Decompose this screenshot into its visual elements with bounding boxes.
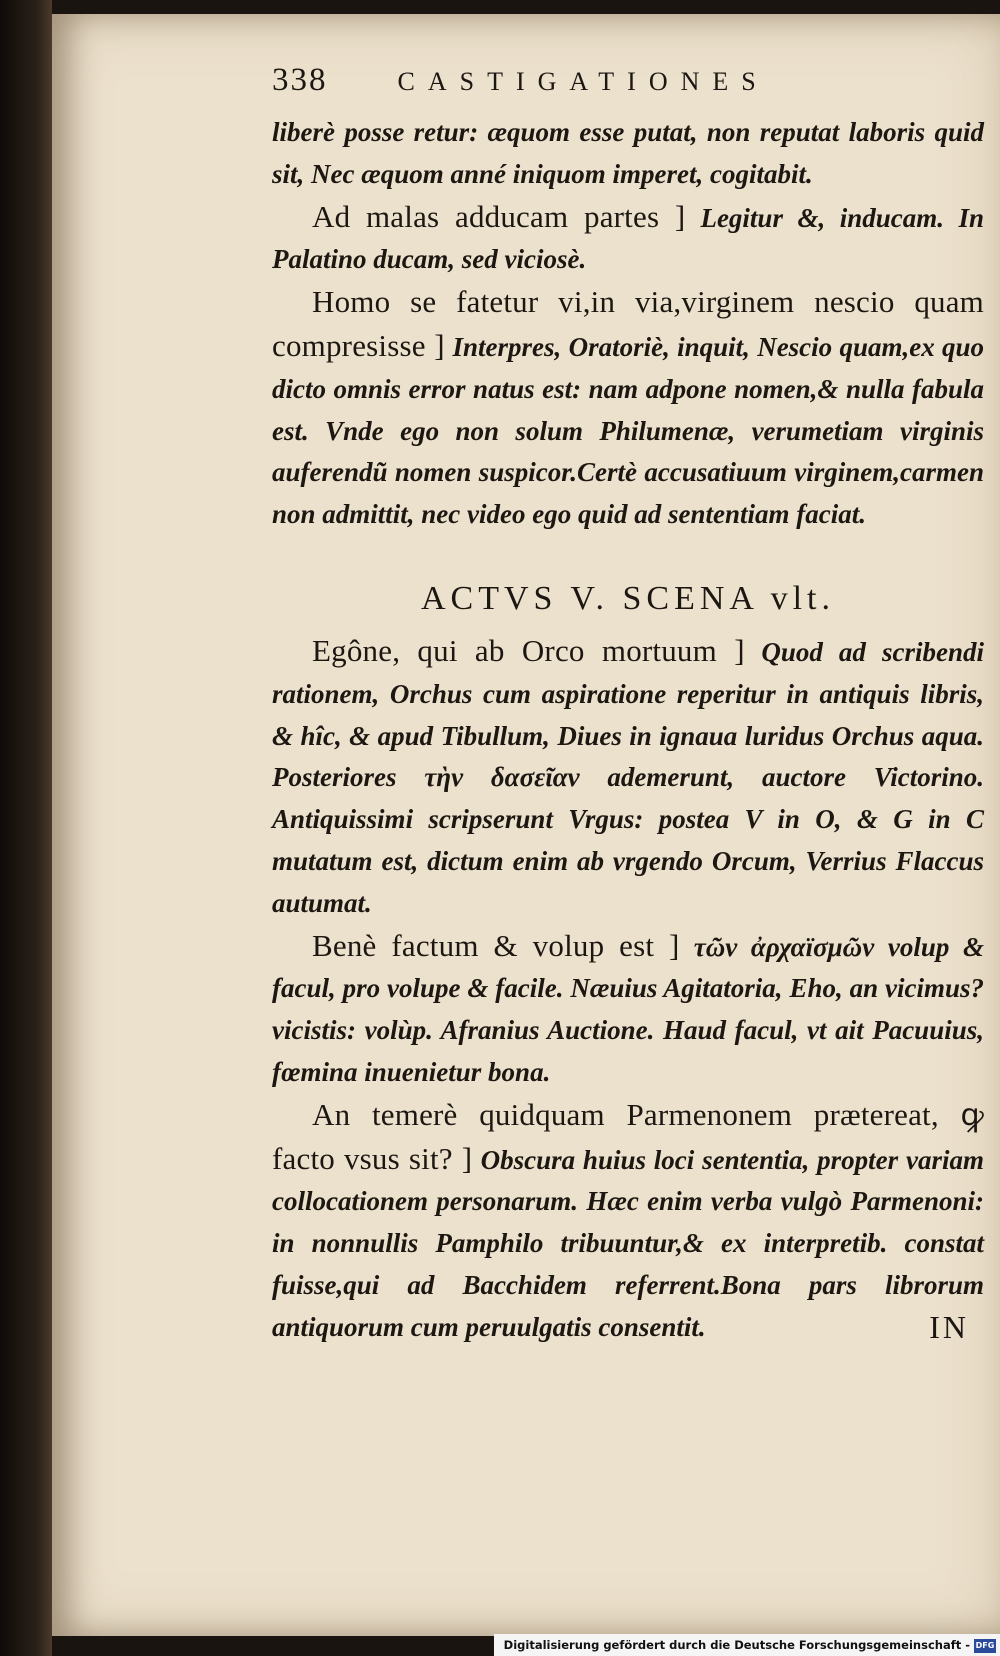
lemma: Egône, qui ab Orco mortuum ] bbox=[312, 632, 745, 668]
commentary: Obscura huius loci sententia, propter variam collocationem personarum. Hæc enim verba vulgò Parmenoni: in nonnullis Pamphilo tribuuntur,& ex interpretib. constat fuisse,qui ad Bacchidem referrent.Bona pars librorum antiquorum cum peruulgatis consentit. bbox=[272, 1144, 984, 1342]
credit-text: Digitalisierung gefördert durch die Deutsche Forschungsgemeinschaft - bbox=[503, 1638, 970, 1652]
lemma: Ad malas adducam partes ] bbox=[312, 198, 686, 234]
commentary: liberè posse retur: æquom esse putat, non reputat laboris quid sit, Nec æquom anné iniquom imperet, cogitabit. bbox=[272, 117, 984, 189]
lemma: An temerè quidquam Parmenonem prætereat, ꝙ facto vsus sit? ] bbox=[272, 1096, 984, 1176]
running-title: CASTIGATIONES bbox=[397, 67, 769, 96]
commentary: Interpres, Oratoriè, inquit, Nescio quam,ex quo dicto omnis error natus est: nam adpone nomen,& nulla fabula est. Vnde ego non solum Philumenæ, verumetiam virginis auferendũ nomen suspicor.Certè accusatiuum virginem,carmen non admittit, nec video ego quid ad sententiam faciat. bbox=[272, 331, 985, 530]
paragraph bbox=[272, 925, 984, 1094]
page-number: 338 bbox=[272, 62, 328, 98]
paragraph bbox=[272, 196, 984, 282]
paragraph bbox=[272, 281, 984, 536]
paragraph bbox=[272, 630, 984, 925]
book-gutter bbox=[0, 0, 52, 1656]
lemma: Homo se fatetur vi,in via,virginem nescio quam compresisse ] bbox=[272, 284, 984, 363]
running-head bbox=[272, 62, 984, 112]
paragraph bbox=[272, 112, 984, 196]
digitization-credit bbox=[494, 1634, 1000, 1656]
page-text bbox=[272, 62, 984, 1349]
commentary: Legitur &, inducam. In Palatino ducam, sed viciosè. bbox=[272, 202, 985, 275]
commentary: Quod ad scribendi rationem, Orchus cum aspiratione reperitur in antiquis libris, & hîc, & apud Tibullum, Diues in ignaua luridus Orchus aqua. Posteriores τὴν δασεῖαν ademerunt, auctore Victorino. Antiquissimi scripserunt Vrgus: postea V in O, & G in C mutatum est, dictum enim ab vrgendo Orcum, Verrius Flaccus autumat. bbox=[272, 636, 984, 918]
catchword: IN bbox=[929, 1308, 969, 1345]
dfg-logo: DFG bbox=[974, 1639, 996, 1653]
scene-heading: ACTVS V. SCENA vlt. bbox=[421, 579, 835, 617]
paragraph bbox=[272, 1094, 984, 1349]
commentary: τῶν ἀρχαϊσμῶν volup & facul, pro volupe & facile. Næuius Agitatoria, Eho, an vicimus? vicistis: volùp. Afranius Auctione. Haud facul, vt ait Pacuuius, fœmina inuenietur bona. bbox=[272, 931, 985, 1087]
lemma: Benè factum & volup est ] bbox=[312, 927, 680, 963]
